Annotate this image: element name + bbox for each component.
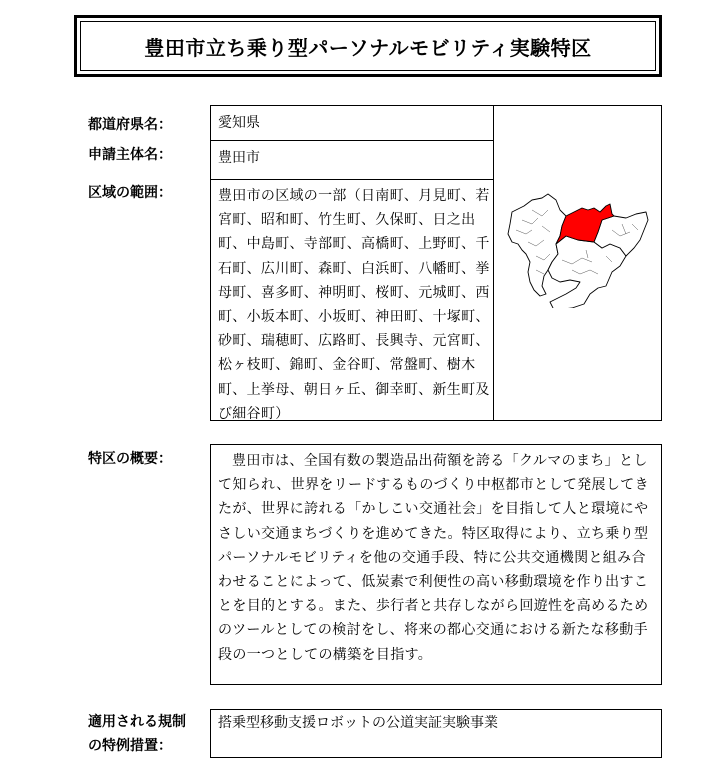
prefecture-cell (211, 106, 494, 141)
applicant-cell (211, 141, 494, 180)
area-cell (211, 180, 494, 421)
document-title: 豊田市立ち乗り型パーソナルモビリティ実験特区 (80, 21, 656, 71)
overview-box (210, 444, 662, 685)
overview-value: 豊田市は、全国有数の製造品出荷額を誇る「クルマのまち」として知られ、世界をリードするものづくり中枢都市として発展してきたが、世界に誇れる「かしこい交通社会」を目指して人と環境にやさしい交通まちづくりを進めてきた。特区取得により、立ち乗り型パーソナルモビリティを他の交通手段、特に公共交通機関と組み合わせることによって、低炭素で利便性の高い移動環境を作り出すことを目的とする。また、歩行者と共存しながら回遊性を高めるためのツールとしての検討をし、将来の都心交通における新たな移動手段の一つとしての構築を目指す。 (218, 453, 649, 663)
map-south-region (548, 236, 626, 308)
area-label: 区域の範囲： (88, 185, 172, 201)
area-value: 豊田市の区域の一部（日南町、月見町、若宮町、昭和町、竹生町、久保町、日之出町、中島町、寺部町、高橋町、上野町、千石町、広川町、森町、白浜町、八幡町、挙母町、喜多町、神明町、桜町、元城町、西町、小坂本町、小坂町、神田町、十塚町、砂町、瑞穂町、広路町、長興寺、元宮町、松ヶ枝町、錦町、金谷町、常盤町、樹木町、上挙母、朝日ヶ丘、御幸町、新生町及び細谷町） (218, 188, 490, 422)
measures-value: 搭乗型移動支援ロボットの公道実証実験事業 (218, 715, 498, 731)
measures-box (210, 709, 662, 758)
applicant-label: 申請主体名： (88, 147, 172, 163)
overview-label: 特区の概要： (88, 451, 172, 467)
info-table (210, 105, 662, 421)
map-cell (494, 106, 661, 420)
title-frame (74, 15, 662, 77)
applicant-value: 豊田市 (218, 150, 260, 166)
prefecture-value: 愛知県 (218, 115, 260, 131)
prefecture-label: 都道府県名： (88, 117, 172, 133)
aichi-map-icon (502, 190, 652, 308)
measures-label-line1: 適用される規制 (88, 714, 186, 730)
measures-label-line2: の特例措置： (88, 738, 172, 754)
